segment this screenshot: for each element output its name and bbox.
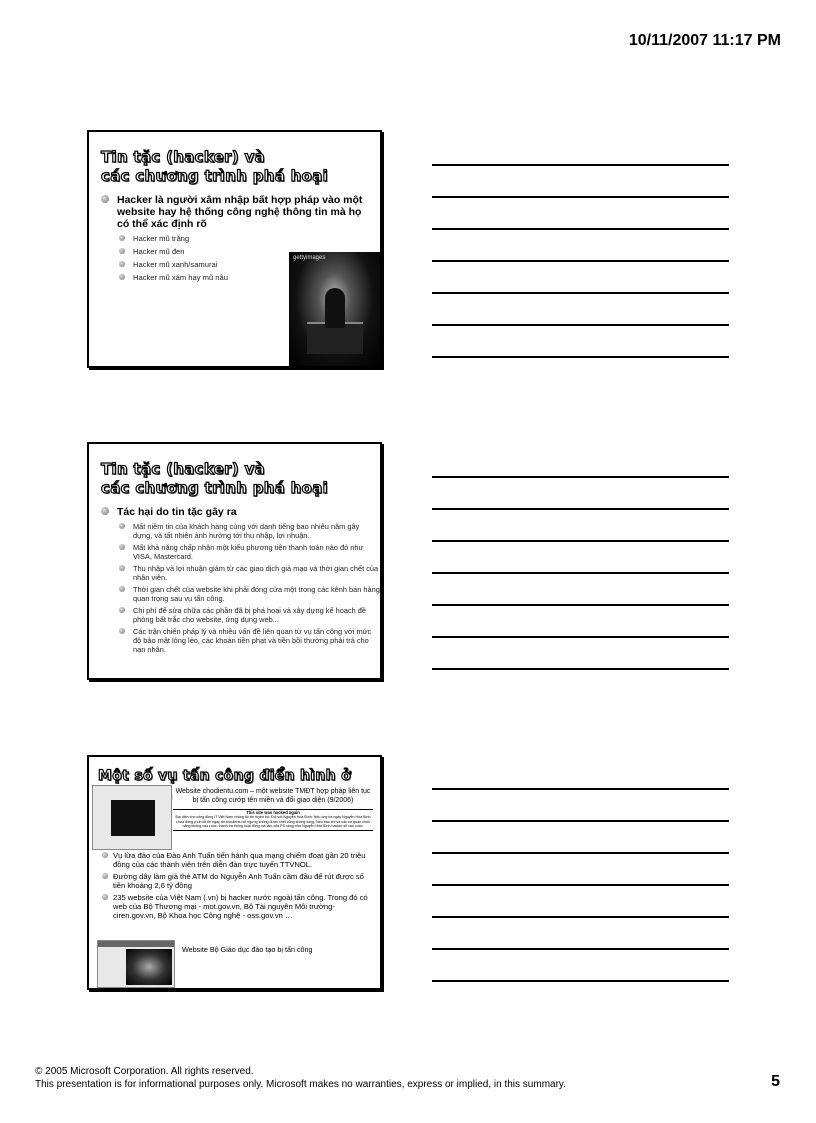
sub-bullet-text: Chi phí để sửa chữa các phần đã bị phá hoại và xây dựng kế hoạch đề phòng bất trắc cho website, ứng dụng web... xyxy=(133,606,367,624)
slide-2-title-line-2: các chương trình phá hoại xyxy=(101,479,329,497)
bullet-icon xyxy=(119,274,125,280)
slide-2-title-line-1: Tin tặc (hacker) và xyxy=(101,460,266,478)
bullet-icon xyxy=(119,248,125,254)
note-line xyxy=(432,260,729,292)
hacked-notice-title: This site was hacked again xyxy=(246,810,300,815)
sub-bullet xyxy=(133,564,380,582)
slide-1-bullet xyxy=(117,194,366,230)
slide-3-bullet xyxy=(113,872,375,890)
moet-website-screenshot xyxy=(97,940,175,988)
sub-bullet-text: Mất niềm tin của khách hàng cùng với danh tiếng bao nhiêu năm gây dựng, và tất nhiên ảnh hưởng tới thu nhập, lợi nhuận. xyxy=(133,522,360,540)
sub-bullet xyxy=(133,234,380,243)
note-line xyxy=(432,788,729,820)
bullet-icon xyxy=(119,565,125,571)
slide-3 xyxy=(87,755,382,990)
bullet-icon xyxy=(119,523,125,529)
slide-2 xyxy=(87,442,382,680)
hacked-notice xyxy=(173,809,373,831)
note-line xyxy=(432,196,729,228)
disclaimer: This presentation is for informational purposes only. Microsoft makes no warranties, express or implied, in this summary. xyxy=(35,1079,566,1090)
sub-bullet xyxy=(133,606,380,624)
note-line xyxy=(432,356,729,388)
note-line xyxy=(432,980,729,1012)
bullet-icon xyxy=(102,852,108,858)
warrior-image xyxy=(126,949,172,985)
sub-bullet-text: Thu nhập và lợi nhuận giảm từ các giao dịch giả mạo và thời gian chết của nhân viên. xyxy=(133,564,379,582)
note-line xyxy=(432,884,729,916)
copyright: © 2005 Microsoft Corporation. All rights reserved. xyxy=(35,1066,254,1077)
note-line xyxy=(432,508,729,540)
sub-bullet xyxy=(133,543,380,561)
slide-3-title: Một số vụ tấn công điển hình ở xyxy=(98,768,352,784)
slide-1-title-line-2: các chương trình phá hoại xyxy=(101,167,329,185)
hacker-photo xyxy=(289,252,380,366)
sub-bullet-text: Mất khả năng chấp nhận một kiểu phương tiện thanh toán nào đó như VISA, Mastercard. xyxy=(133,543,364,561)
sub-bullet-text: Các trận chiến pháp lý và nhiều vấn đề liên quan từ vụ tấn công với mức độ bảo mật lỏng lẻo, các khoản tiền phạt và tiền bồi thường phải trả cho nạn nhân. xyxy=(133,627,372,654)
slide-3-bullet xyxy=(113,851,375,869)
note-line xyxy=(432,668,729,700)
slide-2-title xyxy=(101,460,380,498)
bullet-icon xyxy=(119,586,125,592)
moet-caption: Website Bộ Giáo dục đào tạo bị tấn công xyxy=(182,945,313,954)
hacked-notice-body: Đại diện cho cộng đồng IT Việt Nam chúng tôi xin tuyên bố: Đối với Nguyễn Hòa Bình: Nếu ông bà ngày Nguyễn Hòa Bình chưa đồng ý xin lỗi thì ngày đó chodientu sẽ ngừng không được chết cũng không xong. Nếu báo chí và các cơ quan chức năng không vào cuộc, thanh tra thống hoại động mà làm của PS càng như Nguyễn Hòa Bình hacker sẽ vào cuộc. xyxy=(175,815,371,829)
note-line xyxy=(432,916,729,948)
slide-2-bullet xyxy=(117,506,366,518)
note-line xyxy=(432,476,729,508)
hacked-website-screenshot xyxy=(92,785,172,850)
footer xyxy=(35,1065,566,1091)
slide-2-bullet-text: Tác hại do tin tặc gây ra xyxy=(117,506,237,518)
note-line xyxy=(432,292,729,324)
sub-bullet xyxy=(133,627,380,654)
bullet-text: Vụ lừa đảo của Đào Anh Tuấn tiến hành qua mạng chiếm đoạt gần 20 triệu đồng của các thành viên trên diễn đàn trực tuyến TTVNOL. xyxy=(113,851,366,869)
image-watermark: gettyimages xyxy=(293,255,326,261)
bullet-icon xyxy=(119,544,125,550)
note-line xyxy=(432,820,729,852)
note-line xyxy=(432,228,729,260)
sub-bullet xyxy=(133,585,380,603)
hacker-figure xyxy=(325,288,345,328)
bullet-icon xyxy=(102,873,108,879)
bullet-icon xyxy=(119,607,125,613)
sub-bullet-text: Hacker mũ đen xyxy=(133,247,185,256)
sub-bullet-text: Hacker mũ xám hay mũ nâu xyxy=(133,273,228,282)
note-line xyxy=(432,164,729,196)
note-line xyxy=(432,572,729,604)
bullet-icon xyxy=(101,195,109,203)
slide-1 xyxy=(87,130,382,368)
bullet-icon xyxy=(119,235,125,241)
note-line xyxy=(432,324,729,356)
slide-1-bullet-text: Hacker là người xâm nhập bất hợp pháp vào một website hay hệ thống công nghệ thông tin mà họ có thể xác định rõ xyxy=(117,194,363,230)
notes-lines-1 xyxy=(432,164,729,388)
slide-1-title-line-1: Tin tặc (hacker) và xyxy=(101,148,266,166)
bullet-icon xyxy=(119,261,125,267)
screenshot-dark-pane xyxy=(111,800,155,836)
screenshot-header-bar xyxy=(98,941,174,947)
bullet-text: Đường dây làm giả thẻ ATM do Nguyễn Anh Tuấn cầm đầu để rút được số tiền khoảng 2,6 tỷ đồng xyxy=(113,872,364,890)
slide-3-bullet xyxy=(113,893,375,920)
page-number: 5 xyxy=(771,1073,780,1090)
bullet-icon xyxy=(119,628,125,634)
note-line xyxy=(432,540,729,572)
notes-lines-3 xyxy=(432,788,729,1012)
print-timestamp: 10/11/2007 11:17 PM xyxy=(628,32,781,49)
note-line xyxy=(432,636,729,668)
slide-1-title xyxy=(101,148,380,186)
slide-2-subbullets xyxy=(133,522,380,654)
bullet-text: 235 website của Việt Nam (.vn) bị hacker nước ngoài tấn công. Trong đó có web của Bộ Thương mại - mot.gov.vn, Bộ Tài nguyên Môi trường- ciren.gov.vn, Bộ Khoa học Công nghệ - oss.gov.vn … xyxy=(113,893,368,920)
screenshot-caption: Website chodientu.com – một website TMĐT hợp pháp liên tục bị tấn công cướp tên miền và đổi giao diện (9/2006) xyxy=(175,788,371,804)
note-line xyxy=(432,948,729,980)
slide-3-bullets xyxy=(107,851,375,923)
note-line xyxy=(432,852,729,884)
sub-bullet xyxy=(133,522,380,540)
bullet-icon xyxy=(101,507,109,515)
bullet-icon xyxy=(102,894,108,900)
notes-lines-2 xyxy=(432,476,729,700)
sub-bullet-text: Hacker mũ xanh/samurai xyxy=(133,260,218,269)
sub-bullet-text: Hacker mũ trắng xyxy=(133,234,190,243)
note-line xyxy=(432,604,729,636)
sub-bullet-text: Thời gian chết của website khi phải đóng cửa một trong các kênh bán hàng quan trọng sau vụ tấn công. xyxy=(133,585,380,603)
